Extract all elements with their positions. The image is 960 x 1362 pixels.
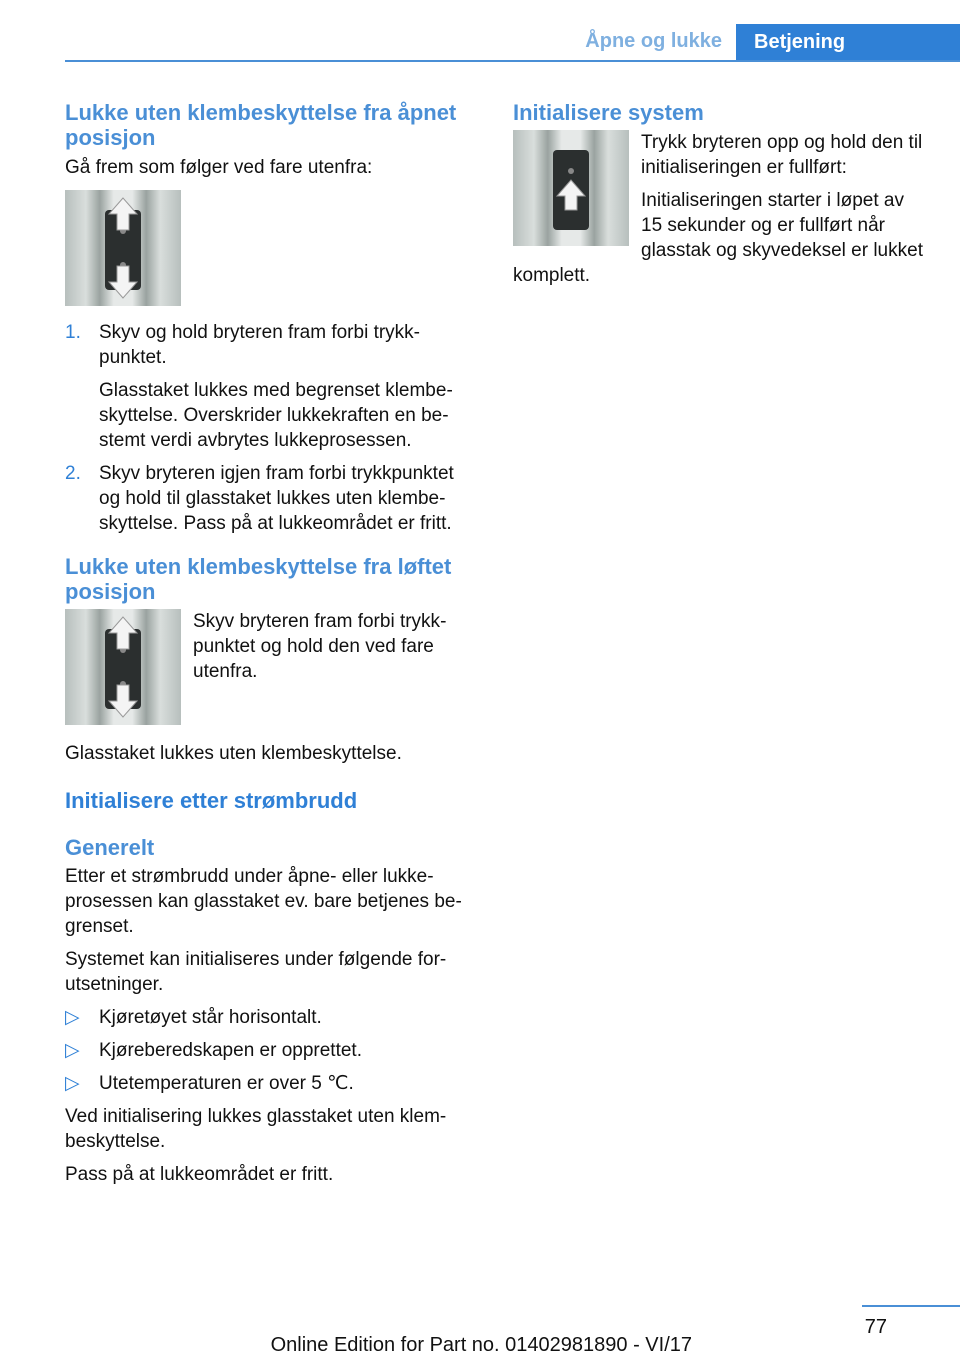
paragraph: Etter et strømbrudd under åpne- eller lukkeprosessen kan glasstaket ev. bare betjenes begrenset. [65,866,462,937]
section-after: Glasstaket lukkes uten klembeskyttelse. [65,743,402,764]
section-body: Skyv bryteren fram forbi trykkpunktet og hold den ved fare utenfra. [193,611,447,682]
switch-image-up [513,130,629,246]
switch-image-updown [65,190,181,306]
paragraph: Trykk bryteren opp og hold den til initialiseringen er fullført: [641,132,923,178]
switch-image-updown-2 [65,609,181,725]
triangle-bullet-icon: ▷ [65,1073,80,1094]
triangle-bullet-icon: ▷ [65,1007,80,1028]
paragraph: Ved initialisering lukkes glasstaket uten klembeskyttelse. [65,1106,447,1152]
step-item [65,320,480,453]
paragraph: Systemet kan initialiseres under følgende forutsetninger. [65,949,447,995]
footer-edition: Online Edition for Part no. 01402981890 - VI/17 [270,1334,692,1356]
list-item-text: Kjøretøyet står horisontalt. [99,1007,322,1028]
double-arrow-icon [65,190,181,306]
list-item-text: Utetemperaturen er over 5 ℃. [99,1073,354,1094]
step-item [65,461,480,536]
header-tab: Betjening [736,24,960,61]
list-item [65,1038,480,1063]
subsection-title-general: Generelt [65,835,155,860]
conditions-list [65,1005,480,1096]
list-item-text: Kjøreberedskapen er opprettet. [99,1040,362,1061]
step-number: 1. [65,322,81,343]
paragraph: Pass på at lukkeområdet er fritt. [65,1164,334,1185]
step-note: Glasstaket lukkes med begrenset klembeskyttelse. Overskrider lukkekraften en bestemt verdi avbrytes lukkeprosessen. [99,380,453,451]
paragraph: Initialiseringen starter i løpet av 15 sekunder og er fullført når glasstak og skyvedeksel er lukket komplett. [513,190,923,286]
triangle-bullet-icon: ▷ [65,1040,80,1061]
section-title-init-power: Initialisere etter strømbrudd [65,788,358,813]
section-title-init-system: Initialisere system [513,100,704,125]
right-column [513,100,923,288]
list-item [65,1005,480,1030]
left-column [65,100,480,1187]
step-text: Skyv og hold bryteren fram forbi trykkpunktet. [99,322,420,368]
up-arrow-icon [513,130,629,246]
section-intro: Gå frem som følger ved fare utenfra: [65,157,373,178]
header-chapter: Åpne og lukke [585,30,722,52]
page-number: 77 [864,1316,887,1338]
footer-rule [862,1305,960,1307]
double-arrow-icon [65,609,181,725]
step-number: 2. [65,463,81,484]
header-rule [65,60,960,62]
step-text: Skyv bryteren igjen fram forbi trykkpunktet og hold til glasstaket lukkes uten klembeskyttelse. Pass på at lukkeområdet er fritt. [99,463,454,534]
section-title-close-open: Lukke uten klembeskyttelse fra åpnet posisjon [65,100,457,150]
list-item [65,1071,480,1096]
steps-list [65,320,480,536]
section-title-close-lifted: Lukke uten klembeskyttelse fra løftet posisjon [65,554,452,604]
